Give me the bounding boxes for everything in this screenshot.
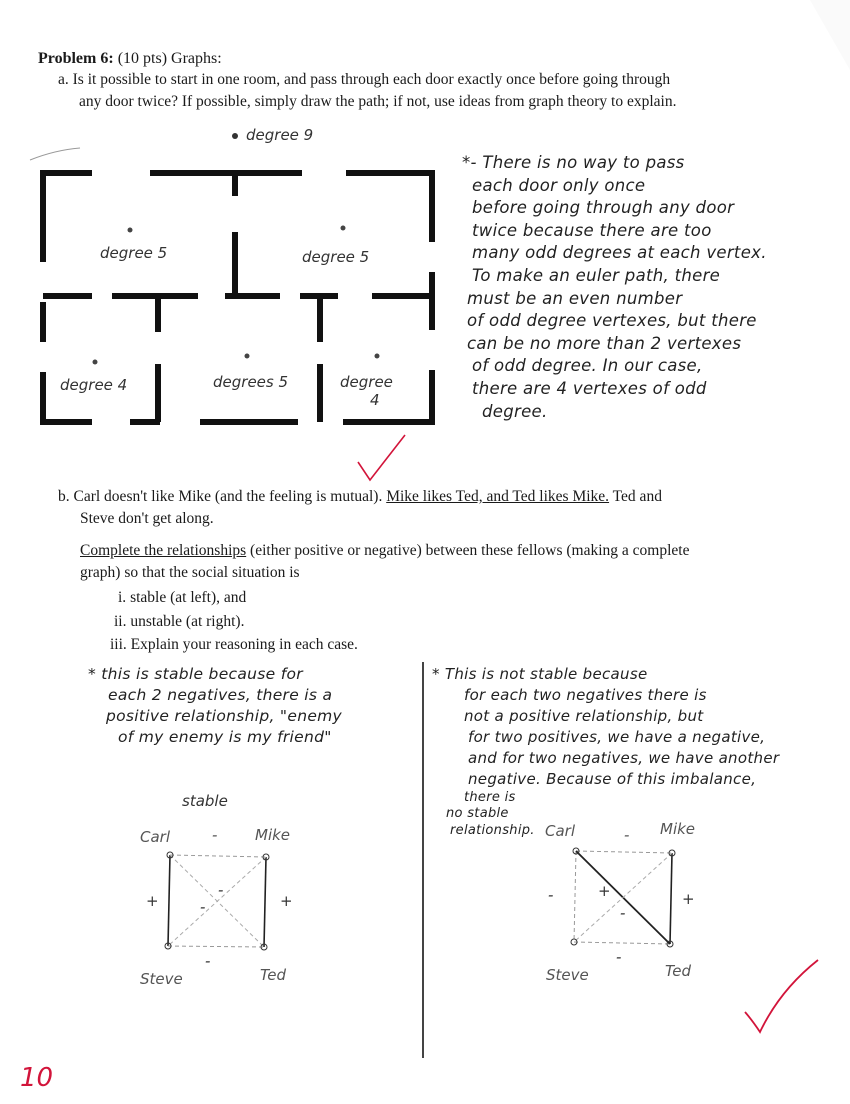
room-label-bottom-left: degree 4 <box>60 376 128 394</box>
stable-explanation-line: of my enemy is my friend" <box>118 728 332 746</box>
answer-a-line: twice because there are too <box>472 220 712 240</box>
part-a-line-2: any door twice? If possible, simply draw the path; if not, use ideas from graph theory to explain. <box>79 93 677 110</box>
room-label-top-left: degree 5 <box>100 244 168 262</box>
list-item-number: i. <box>118 589 127 606</box>
unstable-explanation-line: not a positive relationship, but <box>464 707 704 725</box>
part-a-letter: a. <box>58 71 69 88</box>
stable-explanation-line: positive relationship, "enemy <box>106 707 343 725</box>
edge-steve-ted <box>574 942 670 944</box>
node-label-mike: Mike <box>660 820 696 838</box>
problem-label: Problem 6: <box>38 50 114 67</box>
unstable-explanation-line: * This is not stable because <box>432 665 648 683</box>
list-item-text: unstable (at right). <box>130 612 245 630</box>
list-item-text: Explain your reasoning in each case. <box>130 636 358 653</box>
part-a-line-1: Is it possible to start in one room, and pass through each door exactly once before going through <box>72 71 671 88</box>
edge-mike-steve <box>168 857 266 946</box>
grading-score: 10 <box>20 1063 54 1093</box>
answer-a-line: To make an euler path, there <box>472 265 721 285</box>
edge-mike-steve <box>574 853 672 942</box>
room-label-bottom-middle: degrees 5 <box>213 373 289 391</box>
edge-sign-mike-ted: + <box>682 890 695 908</box>
part-b-line-1-pre: Carl doesn't like Mike (and the feeling is mutual). <box>73 488 383 505</box>
edge-carl-steve <box>168 855 170 946</box>
edge-sign-carl-mike: - <box>212 826 218 844</box>
node-label-carl: Carl <box>140 828 170 846</box>
list-item-number: ii. <box>114 612 127 630</box>
node-label-ted: Ted <box>665 962 692 980</box>
part-b-line-2: Steve don't get along. <box>80 510 214 527</box>
stable-explanation-line: * this is stable because for <box>88 665 303 683</box>
edge-mike-ted <box>264 857 266 947</box>
unstable-explanation-line: and for two negatives, we have another <box>468 749 780 767</box>
edge-sign-steve-ted: - <box>205 952 211 970</box>
edge-carl-steve <box>574 851 576 942</box>
unstable-graph <box>545 820 695 984</box>
edge-sign-mike-steve: - <box>200 898 206 916</box>
part-b-line-1-underlined: Mike likes Ted, and Ted likes Mike. <box>386 488 610 505</box>
unstable-explanation-line: no stable <box>446 806 509 821</box>
edge-sign-carl-steve: - <box>548 886 554 904</box>
edge-sign-mike-ted: + <box>280 892 293 910</box>
answer-a-line: can be no more than 2 vertexes <box>467 333 742 353</box>
edge-sign-carl-steve: + <box>146 892 159 910</box>
stable-explanation-line: each 2 negatives, there is a <box>108 686 333 704</box>
unstable-explanation-line: there is <box>464 790 516 805</box>
room-label-bottom-right: degree <box>340 373 393 391</box>
edge-steve-ted <box>168 946 264 947</box>
answer-a-line: many odd degrees at each vertex. <box>472 243 767 263</box>
part-b-line-3-underlined: Complete the relationships <box>80 542 247 559</box>
answer-a-line: must be an even number <box>467 288 683 308</box>
part-b-line-3-rest: (either positive or negative) between these fellows (making a complete <box>250 542 690 559</box>
unstable-explanation-line: relationship. <box>450 823 535 838</box>
answer-a-line: before going through any door <box>472 198 735 218</box>
answer-a-line: of odd degree vertexes, but there <box>467 311 757 331</box>
list-item-number: iii. <box>110 636 127 653</box>
unstable-explanation-line: for each two negatives there is <box>464 686 707 704</box>
node-label-steve: Steve <box>546 966 589 984</box>
list-item-text: stable (at left), and <box>130 589 247 606</box>
grading-check-mark <box>745 960 818 1032</box>
edge-sign-carl-ted: - <box>218 881 224 899</box>
answer-a-line: *- There is no way to pass <box>462 153 685 172</box>
answer-a-line: of odd degree. In our case, <box>472 356 703 376</box>
node-label-carl: Carl <box>545 822 575 840</box>
node-label-steve: Steve <box>140 970 183 988</box>
problem-points: (10 pts) Graphs: <box>117 50 222 67</box>
part-b-line-1-post: Ted and <box>612 488 662 505</box>
node-label-ted: Ted <box>260 966 287 984</box>
node-label-mike: Mike <box>255 826 291 844</box>
edge-sign-mike-steve: - <box>620 904 626 922</box>
edge-mike-ted <box>670 853 672 944</box>
room-label-bottom-right-value: 4 <box>370 391 380 409</box>
answer-a-line: each door only once <box>472 175 646 195</box>
outside-degree-label: degree 9 <box>246 126 314 144</box>
stable-caption: stable <box>182 792 228 810</box>
part-b-letter: b. <box>58 488 70 505</box>
stable-graph <box>140 792 293 988</box>
answer-a-line: degree. <box>482 401 548 421</box>
room-label-top-right: degree 5 <box>302 248 370 266</box>
edge-carl-mike <box>576 851 672 853</box>
edge-sign-steve-ted: - <box>616 948 622 966</box>
edge-sign-carl-ted: + <box>598 882 611 900</box>
edge-sign-carl-mike: - <box>624 826 630 844</box>
edge-carl-mike <box>170 855 266 857</box>
unstable-explanation-line: negative. Because of this imbalance, <box>468 770 757 788</box>
part-b-line-4: graph) so that the social situation is <box>80 564 300 581</box>
unstable-explanation-line: for two positives, we have a negative, <box>468 728 766 746</box>
answer-a-line: there are 4 vertexes of odd <box>472 378 707 398</box>
